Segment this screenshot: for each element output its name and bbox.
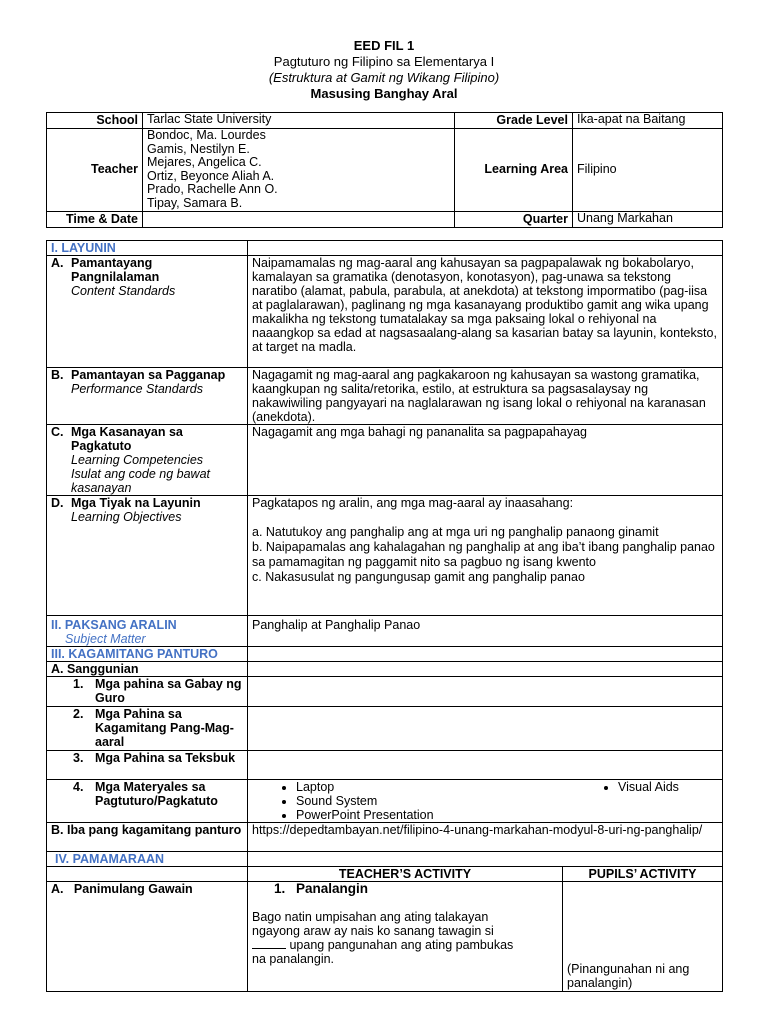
objectives-content xyxy=(248,496,723,616)
prayer-text-1: Bago natin umpisahan ang ating talakayan ngayong araw ay nais ko sanang tawagin si xyxy=(252,910,494,938)
panimulang-gawain-label: A. Panimulang Gawain xyxy=(47,882,248,992)
ref-learner-cell xyxy=(47,707,248,751)
competencies-label: Mga Kasanayan sa Pagkatuto xyxy=(71,425,183,453)
competencies-sub: Learning Competencies xyxy=(71,453,204,467)
section-pamamaraan: IV. PAMAMARAAN xyxy=(47,852,248,867)
ref-textbook-cell xyxy=(47,751,248,780)
competencies-sub2: Isulat ang code ng bawat kasanayan xyxy=(71,467,210,495)
pupil-response: (Pinangunahan ni ang panalangin) xyxy=(567,962,690,990)
name-blank xyxy=(252,938,286,949)
competencies-text: Nagagamit ang mga bahagi ng pananalita sa pagpapahayag xyxy=(248,425,723,496)
content-standards-cell xyxy=(47,256,248,368)
ref-guide-cell xyxy=(47,677,248,707)
empty-cell xyxy=(248,751,723,780)
empty-cell xyxy=(248,662,723,677)
pupils-activity-cell xyxy=(563,882,723,992)
info-table xyxy=(46,112,723,228)
performance-standards-sub: Performance Standards xyxy=(71,382,204,396)
performance-standards-cell xyxy=(47,368,248,425)
document-title: Masusing Banghay Aral xyxy=(310,86,458,101)
learning-area-label: Learning Area xyxy=(455,129,573,212)
material-item: • Sound System xyxy=(296,794,718,808)
item-number: 4. xyxy=(73,780,84,794)
item-letter: D. xyxy=(51,496,64,510)
item-letter: A. xyxy=(51,256,64,270)
performance-standards-text: Nagagamit ng mag-aaral ang pagkakaroon ng kahusayan sa wastong gramatika, kaangkupan ng salita/retorika, estilo, at estruktura sa pagsasalaysay ng nakawiwiling pangyayari na naglalarawan ng isang lokal o rehiyonal na karanasan (anekdota). xyxy=(248,368,723,425)
ref-guide-label: Mga pahina sa Gabay ng Guro xyxy=(95,677,242,705)
item-letter: B. xyxy=(51,368,64,382)
teacher-name: Ortiz, Beyonce Aliah A. xyxy=(147,168,275,183)
prayer-instruction xyxy=(252,910,558,966)
ref-learner-label: Mga Pahina sa Kagamitang Pang-Mag-aaral xyxy=(95,707,234,749)
teacher-name: Bondoc, Ma. Lourdes xyxy=(147,128,266,142)
performance-standards-label: Pamantayan sa Pagganap xyxy=(71,368,226,382)
section-paksang-aralin: II. PAKSANG ARALIN xyxy=(51,618,177,632)
teacher-label: Teacher xyxy=(47,129,143,212)
empty-cell xyxy=(248,852,723,867)
grade-value: Ika-apat na Baitang xyxy=(573,113,723,129)
quarter-value: Unang Markahan xyxy=(573,212,723,228)
other-materials-link[interactable]: https://depedtambayan.net/filipino-4-unang-markahan-modyul-8-uri-ng-panghalip/ xyxy=(248,823,723,852)
time-date-label: Time & Date xyxy=(47,212,143,228)
prayer-text-2: upang pangunahan ang ating pambukas na panalangin. xyxy=(252,938,514,966)
teacher-activity-cell xyxy=(248,882,563,992)
teacher-name: Prado, Rachelle Ann O. xyxy=(147,182,278,196)
material-item: • PowerPoint Presentation xyxy=(296,808,718,822)
ref-textbook-label: Mga Pahina sa Teksbuk xyxy=(95,751,236,765)
teacher-name: Gamis, Nestilyn E. xyxy=(147,141,250,156)
course-code: EED FIL 1 xyxy=(353,38,415,53)
other-materials-label: B. Iba pang kagamitang panturo xyxy=(47,823,248,852)
subject-matter-sub: Subject Matter xyxy=(65,632,146,646)
lesson-plan-table xyxy=(46,240,723,992)
course-subtitle: (Estruktura at Gamit ng Wikang Filipino) xyxy=(268,70,500,85)
time-date-value xyxy=(143,212,455,228)
subject-matter-text: Panghalip at Panghalip Panao xyxy=(248,616,723,647)
empty-cell xyxy=(248,647,723,662)
course-title: Pagtuturo ng Filipino sa Elementarya I xyxy=(273,54,495,69)
empty-cell xyxy=(248,241,723,256)
objectives-label: Mga Tiyak na Layunin xyxy=(71,496,201,510)
teacher-list xyxy=(143,129,455,212)
grade-label: Grade Level xyxy=(455,113,573,129)
objective-c: c. Nakasusulat ng pangungusap gamit ang panghalip panao xyxy=(252,570,585,584)
material-item: • Visual Aids xyxy=(618,780,679,794)
section-layunin: I. LAYUNIN xyxy=(47,241,248,256)
objectives-intro: Pagkatapos ng aralin, ang mga mag-aaral ay inaasahang: xyxy=(252,496,574,510)
item-number: 1. xyxy=(73,677,84,691)
materials-list-2 xyxy=(574,780,679,794)
content-standards-sub: Content Standards xyxy=(71,284,176,298)
content-standards-label: Pamantayang Pangnilalaman xyxy=(71,256,160,284)
quarter-label: Quarter xyxy=(455,212,573,228)
item-number: 3. xyxy=(73,751,84,765)
competencies-cell xyxy=(47,425,248,496)
ref-materials-label: Mga Materyales sa Pagtuturo/Pagkatuto xyxy=(95,780,218,808)
sanggunian-label: A. Sanggunian xyxy=(47,662,248,677)
empty-cell xyxy=(47,867,248,882)
objectives-cell xyxy=(47,496,248,616)
empty-cell xyxy=(248,707,723,751)
objectives-sub: Learning Objectives xyxy=(71,510,182,524)
learning-area-value: Filipino xyxy=(573,129,723,212)
item-letter: C. xyxy=(51,425,64,439)
section-kagamitang-panturo: III. KAGAMITANG PANTURO xyxy=(47,647,248,662)
pupils-activity-header: PUPILS’ ACTIVITY xyxy=(563,867,723,882)
materials-cell xyxy=(248,780,723,823)
document-header xyxy=(0,38,768,102)
school-value: Tarlac State University xyxy=(143,113,455,129)
content-standards-text: Naipamamalas ng mag-aaral ang kahusayan sa pagpapalawak ng bokabolaryo, kamalayan sa gramatika (denotasyon, konotasyon), pag-unawa sa tekstong naratibo (alamat, pabula, parabula, at anekdota) at tekstong impormatibo (pag-iisa at paglalarawan), paglinang ng mga kasanayang produktibo gamit ang wika upang makalikha ng tekstong tumatalakay sa mga paksaing lokal o rehiyonal na naaangkop sa edad at nagsasaalang-alang sa kasarian batay sa layunin, konteksto, at target na madla. xyxy=(248,256,723,368)
school-label: School xyxy=(47,113,143,129)
step-number: 1. xyxy=(274,881,286,896)
objective-a: a. Natutukoy ang panghalip ang at mga uri ng panghalip panaong ginamit xyxy=(252,525,659,539)
ref-materials-cell xyxy=(47,780,248,823)
empty-cell xyxy=(248,677,723,707)
subject-matter-cell xyxy=(47,616,248,647)
teacher-activity-header: TEACHER’S ACTIVITY xyxy=(248,867,563,882)
step-title: Panalangin xyxy=(296,881,369,896)
teacher-name: Tipay, Samara B. xyxy=(147,195,243,210)
teacher-name: Mejares, Angelica C. xyxy=(147,155,262,169)
material-item: • Laptop xyxy=(296,780,718,794)
objective-b: b. Naipapamalas ang kahalagahan ng panghalip at ang iba’t ibang panghalip panao sa pamamagitan ng paggamit nito sa pagbuo ng isang kwento xyxy=(252,540,715,569)
item-number: 2. xyxy=(73,707,84,721)
